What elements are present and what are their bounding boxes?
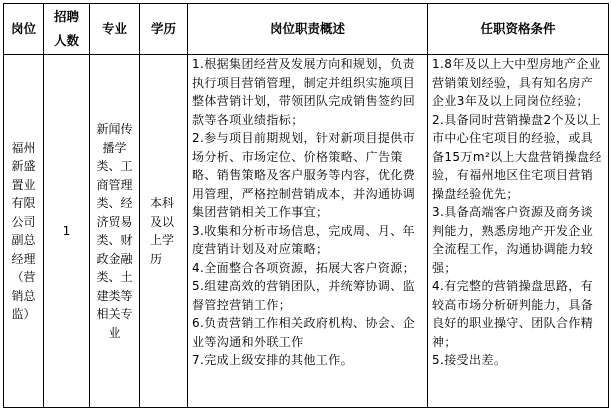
cell-major [90,55,140,408]
headcount-value: 1 [62,223,71,238]
duty-item: 7.完成上级安排的其他工作。 [192,353,354,367]
duty-item: 5.组建高效的营销团队，并统筹协调、监督管控营销工作； [192,279,416,312]
position-text: 福州新盛置业有限公司副总经理（营销总监） [11,140,36,321]
cell-requirements [428,55,609,408]
cell-headcount [44,55,90,408]
table-row [4,55,609,408]
major-text: 新闻传播学类、工商管理类、经济贸易类、财政金融类、土建类等相关专业 [96,122,133,340]
header-row [4,4,609,55]
requirement-item: 4.有完整的营销操盘思路，有较高市场分析研判能力，具备良好的职业操守、团队合作精神； [432,279,594,349]
recruitment-table [3,3,609,408]
header-duties: 岗位职责概述 [188,4,428,55]
header-headcount [44,4,90,55]
cell-position [4,55,44,408]
duty-item: 3.收集和分析市场信息，完成周、月、年度营销计划及对应策略； [192,223,416,256]
requirement-item: 5.接受出差。 [432,353,507,367]
cell-education [140,55,188,408]
header-major: 专业 [90,4,140,55]
header-headcount-text: 招聘人数 [53,9,79,48]
requirement-item: 3.具备高端客户资源及商务谈判能力，熟悉房地产开发企业全流程工作，沟通协调能力较强； [432,205,594,275]
duty-item: 6.负责营销工作相关政府机构、协会、企业等沟通和外联工作 [192,316,416,349]
header-position: 岗位 [4,4,44,55]
education-text: 本科及以上学历 [150,196,175,266]
requirement-item: 2.具备同时营销操盘2个及以上市中心住宅项目的经验，或具备15万m²以上大盘营销操盘经验，有福州地区住宅项目营销操盘经验优先； [432,112,602,201]
duty-item: 4.全面整合各项资源，拓展大客户资源； [192,260,416,275]
requirement-item: 1.8年及以上大中型房地产企业营销策划经验，具有知名房产企业3年及以上同岗位经验； [432,57,602,108]
duty-item: 2.参与项目前期规划，针对新项目提供市场分析、市场定位、价格策略、广告策略、销售策略及客户服务等内容，优化费用管理，严格控制营销成本，并沟通协调集团营销相关工作事宜； [192,131,416,219]
header-education: 学历 [140,4,188,55]
duty-item: 1.根据集团经营及发展方向和规划，负责执行项目营销管理，制定并组织实施项目整体营销计划，带领团队完成销售签约回款等各项业绩指标； [192,57,416,127]
cell-duties [188,55,428,408]
header-requirements: 任职资格条件 [428,4,609,55]
